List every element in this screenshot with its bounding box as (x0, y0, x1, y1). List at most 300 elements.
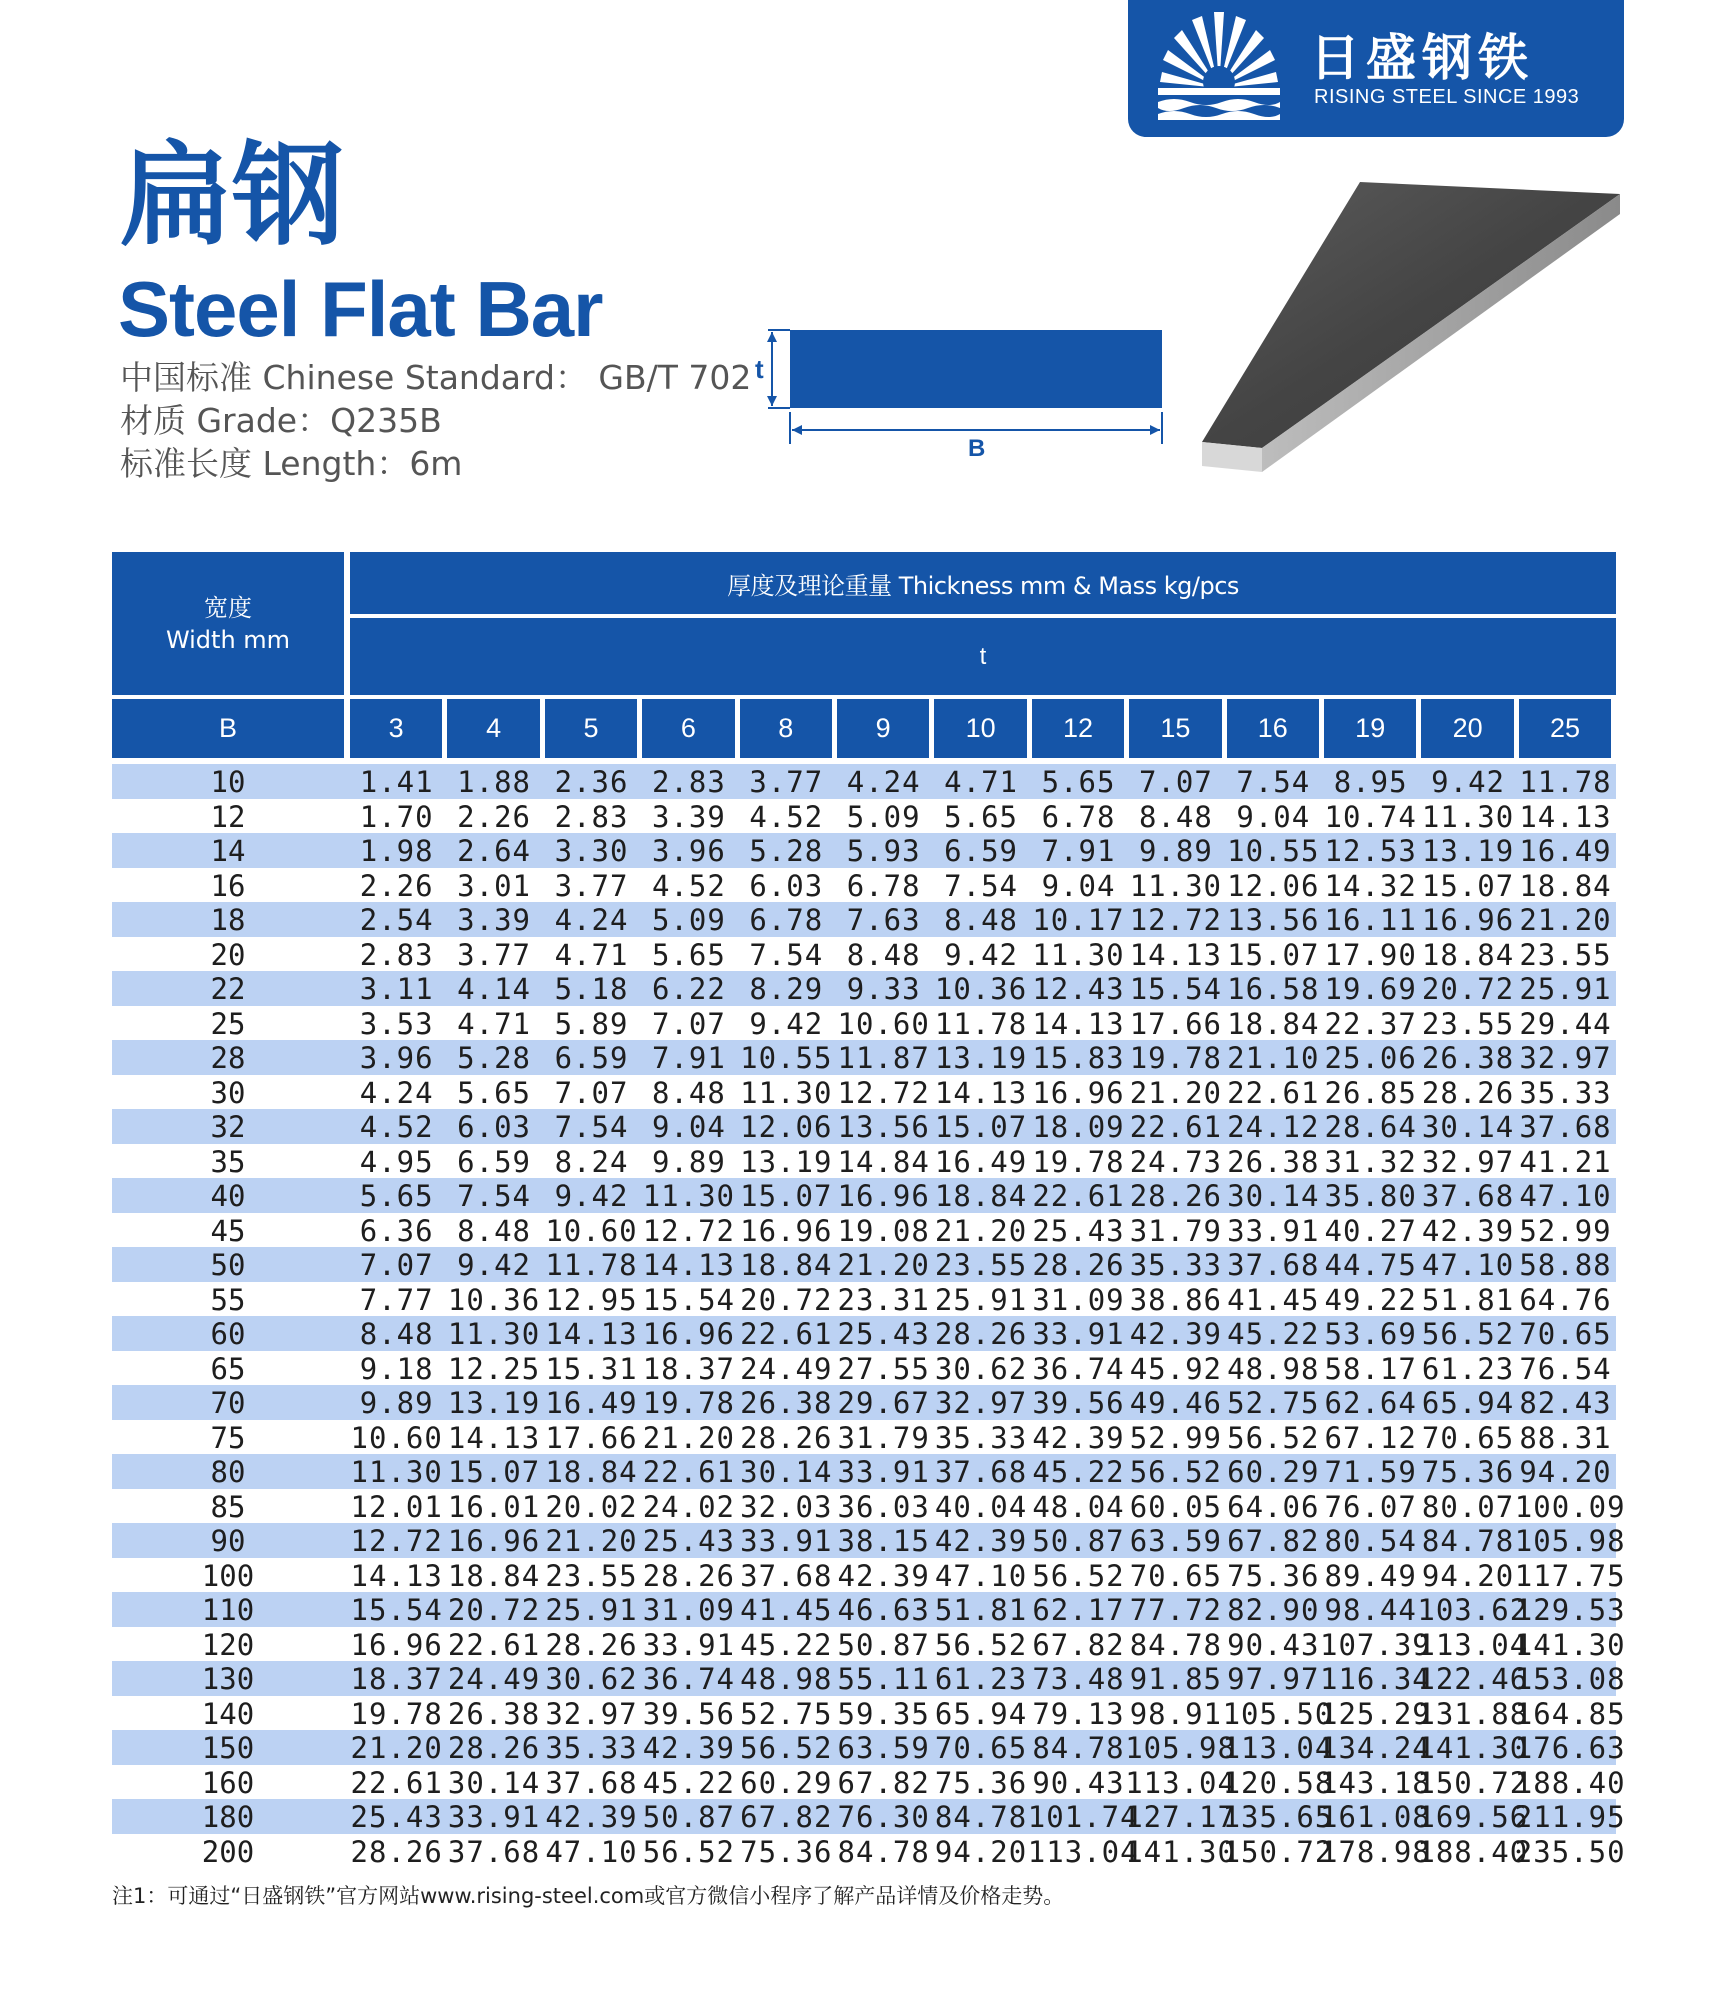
table-row (112, 1730, 1626, 1765)
mass-cell: 141.30 (1125, 1834, 1236, 1869)
mass-cell: 4.14 (457, 972, 531, 1006)
spec-length: 标准长度 Length：6m (120, 444, 463, 483)
mass-cell: 141.30 (1417, 1731, 1529, 1765)
mass-cell: 35.80 (1324, 1179, 1417, 1213)
mass-cell: 113.04 (1222, 1731, 1334, 1765)
mass-cell: 76.07 (1324, 1489, 1417, 1524)
mass-cell: 135.65 (1222, 1800, 1334, 1834)
table-row (112, 1523, 1626, 1558)
mass-cell: 14.13 (1519, 799, 1612, 834)
row-width-cell: 75 (210, 1420, 246, 1455)
mass-cell: 6.36 (359, 1213, 434, 1248)
mass-cell: 37.68 (1227, 1248, 1320, 1282)
table-row (112, 937, 1616, 972)
mass-cell: 14.13 (934, 1075, 1028, 1110)
column-header-thickness: 12 (1032, 699, 1124, 758)
mass-cell: 11.78 (545, 1248, 638, 1282)
mass-cell: 16.96 (642, 1317, 736, 1351)
mass-cell: 12.06 (740, 1110, 833, 1144)
table-row (112, 764, 1616, 799)
mass-cell: 14.13 (447, 1420, 541, 1455)
row-width-cell: 160 (201, 1765, 255, 1800)
mass-cell: 28.26 (1032, 1248, 1125, 1282)
mass-cell: 89.49 (1324, 1558, 1417, 1593)
mass-cell: 3.01 (457, 868, 531, 903)
mass-cell: 32.97 (1421, 1144, 1515, 1179)
mass-cell: 91.85 (1129, 1662, 1223, 1696)
mass-cell: 6.59 (457, 1144, 531, 1179)
mass-cell: 3.77 (457, 937, 531, 972)
mass-cell: 50.87 (642, 1800, 736, 1834)
mass-cell: 16.49 (934, 1144, 1028, 1179)
mass-cell: 11.78 (1519, 765, 1612, 799)
mass-cell: 25.91 (934, 1282, 1028, 1317)
mass-cell: 7.77 (359, 1282, 434, 1317)
column-header-thickness: 5 (545, 699, 637, 758)
mass-cell: 25.06 (1324, 1041, 1417, 1075)
row-width-cell: 22 (210, 972, 246, 1006)
column-header-thickness: 19 (1324, 699, 1416, 758)
mass-cell: 39.56 (1032, 1386, 1125, 1420)
mass-cell: 25.43 (350, 1800, 443, 1834)
mass-cell: 29.67 (837, 1386, 930, 1420)
mass-cell: 11.30 (350, 1455, 443, 1489)
table-row (112, 1282, 1616, 1317)
mass-cell: 161.08 (1320, 1800, 1431, 1834)
mass-cell: 36.03 (837, 1489, 930, 1524)
mass-cell: 13.19 (1421, 834, 1515, 868)
mass-cell: 41.21 (1519, 1144, 1612, 1179)
table-row (112, 1558, 1626, 1593)
mass-cell: 48.98 (1227, 1351, 1320, 1386)
row-width-cell: 14 (210, 834, 246, 868)
mass-cell: 26.85 (1324, 1075, 1417, 1110)
mass-cell: 8.48 (846, 937, 921, 972)
cross-section-rect (790, 330, 1162, 408)
row-width-cell: 12 (210, 799, 246, 834)
mass-cell: 24.49 (447, 1662, 541, 1696)
column-header-thickness: 6 (642, 699, 734, 758)
row-width-cell: 28 (210, 1041, 246, 1075)
mass-cell: 2.64 (457, 834, 531, 868)
mass-cell: 59.35 (837, 1696, 930, 1731)
mass-cell: 6.03 (749, 868, 824, 903)
mass-cell: 12.72 (837, 1075, 930, 1110)
mass-cell: 9.42 (944, 937, 1018, 972)
mass-cell: 15.54 (350, 1593, 443, 1627)
mass-cell: 64.76 (1519, 1282, 1612, 1317)
mass-cell: 56.52 (642, 1834, 736, 1869)
mass-cell: 120.58 (1222, 1765, 1334, 1800)
mass-cell: 10.17 (1032, 903, 1125, 937)
mass-cell: 12.06 (1227, 868, 1320, 903)
mass-cell: 25.43 (642, 1524, 736, 1558)
row-width-cell: 200 (201, 1834, 255, 1869)
mass-cell: 8.48 (457, 1213, 531, 1248)
mass-cell: 8.48 (944, 903, 1018, 937)
row-width-cell: 30 (210, 1075, 246, 1110)
mass-cell: 6.22 (651, 972, 726, 1006)
mass-cell: 19.78 (642, 1386, 736, 1420)
mass-cell: 15.54 (1129, 972, 1223, 1006)
mass-cell: 16.96 (350, 1627, 443, 1662)
mass-cell: 122.46 (1417, 1662, 1529, 1696)
mass-cell: 52.75 (1227, 1386, 1320, 1420)
column-header-thickness: 3 (350, 699, 442, 758)
row-width-cell: 60 (210, 1317, 246, 1351)
mass-cell: 8.24 (554, 1144, 629, 1179)
table-row (112, 1178, 1616, 1213)
mass-cell: 7.91 (1041, 834, 1116, 868)
mass-cell: 22.61 (350, 1765, 443, 1800)
table-row (112, 833, 1616, 868)
mass-cell: 35.33 (1519, 1075, 1612, 1110)
mass-cell: 62.17 (1032, 1593, 1125, 1627)
mass-cell: 8.48 (651, 1075, 726, 1110)
mass-cell: 7.91 (651, 1041, 726, 1075)
mass-cell: 32.97 (934, 1386, 1028, 1420)
mass-cell: 30.62 (545, 1662, 638, 1696)
mass-cell: 21.20 (1519, 903, 1612, 937)
mass-cell: 37.68 (447, 1834, 541, 1869)
mass-cell: 29.44 (1519, 1006, 1612, 1041)
mass-cell: 26.38 (1227, 1144, 1320, 1179)
table-row (112, 1351, 1616, 1386)
mass-cell: 9.04 (1236, 799, 1311, 834)
mass-cell: 55.11 (837, 1662, 930, 1696)
mass-cell: 44.75 (1324, 1248, 1417, 1282)
mass-cell: 80.54 (1324, 1524, 1417, 1558)
mass-cell: 25.43 (1032, 1213, 1125, 1248)
header-width-en: Width mm (165, 625, 291, 654)
mass-cell: 117.75 (1514, 1558, 1626, 1593)
spec-standard: 中国标准 Chinese Standard： GB/T 702 (120, 358, 752, 397)
mass-cell: 90.43 (1227, 1627, 1320, 1662)
mass-cell: 22.61 (642, 1455, 736, 1489)
mass-cell: 30.14 (447, 1765, 541, 1800)
mass-cell: 18.37 (642, 1351, 736, 1386)
mass-cell: 26.38 (1421, 1041, 1515, 1075)
row-width-cell: 150 (201, 1731, 255, 1765)
mass-cell: 98.91 (1129, 1696, 1223, 1731)
mass-cell: 5.28 (457, 1041, 531, 1075)
mass-cell: 20.72 (447, 1593, 541, 1627)
header-width (112, 552, 344, 695)
mass-cell: 58.17 (1324, 1351, 1417, 1386)
column-header-thickness: 20 (1421, 699, 1513, 758)
mass-cell: 169.56 (1417, 1800, 1529, 1834)
mass-cell: 24.02 (642, 1489, 736, 1524)
mass-cell: 10.60 (545, 1213, 638, 1248)
mass-cell: 53.69 (1324, 1317, 1417, 1351)
mass-cell: 9.18 (359, 1351, 434, 1386)
mass-cell: 51.81 (1421, 1282, 1515, 1317)
mass-cell: 36.74 (1032, 1351, 1125, 1386)
mass-cell: 21.20 (1129, 1075, 1223, 1110)
mass-cell: 94.20 (1421, 1558, 1515, 1593)
mass-cell: 2.83 (554, 799, 629, 834)
mass-cell: 131.88 (1417, 1696, 1529, 1731)
mass-cell: 31.09 (1032, 1282, 1125, 1317)
mass-cell: 14.84 (837, 1144, 930, 1179)
mass-cell: 6.59 (944, 834, 1018, 868)
mass-cell: 7.54 (749, 937, 824, 972)
mass-cell: 33.91 (1227, 1213, 1320, 1248)
mass-cell: 3.77 (554, 868, 629, 903)
mass-cell: 143.18 (1320, 1765, 1431, 1800)
mass-cell: 15.31 (545, 1351, 638, 1386)
mass-cell: 75.36 (740, 1834, 833, 1869)
mass-cell: 2.26 (457, 799, 531, 834)
mass-cell: 14.13 (1032, 1006, 1125, 1041)
mass-cell: 21.20 (934, 1213, 1028, 1248)
mass-cell: 35.33 (934, 1420, 1028, 1455)
mass-cell: 23.31 (837, 1282, 930, 1317)
mass-cell: 11.87 (837, 1041, 930, 1075)
mass-cell: 28.26 (545, 1627, 638, 1662)
table-row (112, 1040, 1616, 1075)
mass-cell: 1.98 (359, 834, 434, 868)
mass-cell: 75.36 (934, 1765, 1028, 1800)
mass-cell: 16.96 (740, 1213, 833, 1248)
mass-cell: 9.04 (651, 1110, 726, 1144)
mass-cell: 97.97 (1227, 1662, 1320, 1696)
column-header-thickness: 25 (1519, 699, 1611, 758)
table-row (112, 1696, 1626, 1731)
mass-cell: 235.50 (1514, 1834, 1626, 1869)
mass-cell: 2.36 (554, 765, 629, 799)
mass-cell: 3.96 (651, 834, 726, 868)
row-width-cell: 140 (201, 1696, 255, 1731)
mass-cell: 67.82 (1227, 1524, 1320, 1558)
mass-cell: 7.63 (846, 903, 921, 937)
mass-cell: 16.96 (1421, 903, 1515, 937)
mass-cell: 19.78 (1032, 1144, 1125, 1179)
mass-cell: 28.64 (1324, 1110, 1417, 1144)
mass-cell: 8.48 (359, 1317, 434, 1351)
row-width-cell: 16 (210, 868, 246, 903)
mass-cell: 7.07 (554, 1075, 629, 1110)
mass-cell: 6.78 (846, 868, 921, 903)
mass-cell: 28.26 (934, 1317, 1028, 1351)
mass-cell: 21.20 (642, 1420, 736, 1455)
mass-cell: 70.65 (934, 1731, 1028, 1765)
table-body (112, 764, 1626, 1869)
table-row (112, 1247, 1616, 1282)
mass-cell: 5.65 (359, 1179, 434, 1213)
mass-cell: 9.42 (749, 1006, 824, 1041)
mass-cell: 16.96 (1032, 1075, 1125, 1110)
row-width-cell: 65 (210, 1351, 246, 1386)
column-header-row (112, 699, 1616, 758)
row-width-cell: 20 (210, 937, 246, 972)
mass-cell: 39.56 (642, 1696, 736, 1731)
mass-cell: 32.03 (740, 1489, 833, 1524)
mass-cell: 3.30 (554, 834, 629, 868)
mass-cell: 90.43 (1032, 1765, 1125, 1800)
mass-cell: 41.45 (1227, 1282, 1320, 1317)
mass-cell: 12.72 (350, 1524, 443, 1558)
mass-cell: 9.04 (1041, 868, 1116, 903)
mass-cell: 84.78 (1129, 1627, 1223, 1662)
mass-cell: 22.61 (740, 1317, 833, 1351)
mass-cell: 14.13 (1129, 937, 1223, 972)
mass-cell: 38.86 (1129, 1282, 1223, 1317)
mass-cell: 11.30 (1032, 937, 1125, 972)
mass-cell: 49.22 (1324, 1282, 1417, 1317)
mass-cell: 63.59 (837, 1731, 930, 1765)
table-row (112, 971, 1616, 1006)
mass-cell: 28.26 (1129, 1179, 1223, 1213)
mass-cell: 56.52 (1227, 1420, 1320, 1455)
mass-cell: 33.91 (740, 1524, 833, 1558)
mass-cell: 164.85 (1514, 1696, 1626, 1731)
mass-cell: 4.24 (359, 1075, 434, 1110)
mass-cell: 28.26 (447, 1731, 541, 1765)
mass-cell: 11.30 (740, 1075, 833, 1110)
row-width-cell: 18 (210, 903, 246, 937)
mass-cell: 31.79 (837, 1420, 930, 1455)
mass-cell: 51.81 (934, 1593, 1028, 1627)
mass-cell: 75.36 (1227, 1558, 1320, 1593)
mass-cell: 16.11 (1324, 903, 1417, 937)
mass-cell: 23.55 (1519, 937, 1612, 972)
table-row (112, 1834, 1626, 1869)
mass-cell: 40.04 (934, 1489, 1028, 1524)
mass-cell: 4.71 (554, 937, 629, 972)
mass-cell: 28.26 (350, 1834, 443, 1869)
mass-cell: 25.91 (1519, 972, 1612, 1006)
mass-cell: 9.89 (651, 1144, 726, 1179)
mass-cell: 23.55 (545, 1558, 638, 1593)
brand-name-cn: 日盛钢铁 (1310, 29, 1534, 87)
row-width-cell: 50 (210, 1248, 246, 1282)
mass-cell: 37.68 (740, 1558, 833, 1593)
mass-cell: 94.20 (1519, 1455, 1612, 1489)
mass-cell: 125.29 (1320, 1696, 1431, 1731)
mass-cell: 18.37 (350, 1662, 443, 1696)
mass-cell: 61.23 (1421, 1351, 1515, 1386)
mass-cell: 27.55 (837, 1351, 930, 1386)
row-width-cell: 40 (210, 1179, 246, 1213)
mass-cell: 24.49 (740, 1351, 833, 1386)
mass-cell: 71.59 (1324, 1455, 1417, 1489)
mass-cell: 3.53 (359, 1006, 434, 1041)
mass-cell: 64.06 (1227, 1489, 1320, 1524)
mass-cell: 23.55 (1421, 1006, 1515, 1041)
mass-cell: 26.38 (740, 1386, 833, 1420)
mass-cell: 35.33 (545, 1731, 638, 1765)
mass-cell: 14.13 (545, 1317, 638, 1351)
mass-cell: 153.08 (1514, 1662, 1626, 1696)
mass-cell: 4.52 (749, 799, 824, 834)
row-width-cell: 10 (210, 765, 246, 799)
mass-cell: 16.01 (447, 1489, 541, 1524)
mass-cell: 56.52 (1129, 1455, 1223, 1489)
mass-cell: 33.91 (837, 1455, 930, 1489)
mass-cell: 188.40 (1417, 1834, 1529, 1869)
row-width-cell: 120 (201, 1627, 255, 1662)
row-width-cell: 25 (210, 1006, 246, 1041)
mass-cell: 46.63 (837, 1593, 930, 1627)
header-width-cn: 宽度 (204, 593, 252, 622)
mass-cell: 84.78 (837, 1834, 930, 1869)
mass-cell: 17.90 (1324, 937, 1417, 972)
mass-cell: 9.42 (1431, 765, 1505, 799)
mass-cell: 13.56 (1227, 903, 1320, 937)
mass-cell: 48.04 (1032, 1489, 1125, 1524)
mass-cell: 21.20 (837, 1248, 930, 1282)
mass-cell: 100.09 (1514, 1489, 1626, 1524)
mass-cell: 56.52 (1032, 1558, 1125, 1593)
mass-cell: 10.36 (447, 1282, 541, 1317)
mass-cell: 5.65 (651, 937, 726, 972)
table-row (112, 799, 1616, 834)
header-t: t (350, 618, 1616, 695)
mass-cell: 31.09 (642, 1593, 736, 1627)
row-width-cell: 80 (210, 1455, 246, 1489)
mass-cell: 103.62 (1417, 1593, 1529, 1627)
mass-cell: 26.38 (447, 1696, 541, 1731)
mass-cell: 33.91 (447, 1800, 541, 1834)
table-row (112, 1661, 1626, 1696)
mass-cell: 21.20 (350, 1731, 443, 1765)
mass-cell: 2.54 (359, 903, 434, 937)
mass-cell: 56.52 (740, 1731, 833, 1765)
header-thickness-mass: 厚度及理论重量 Thickness mm & Mass kg/pcs (350, 552, 1616, 614)
mass-cell: 56.52 (934, 1627, 1028, 1662)
mass-cell: 134.24 (1320, 1731, 1431, 1765)
mass-cell: 11.78 (934, 1006, 1028, 1041)
mass-cell: 5.89 (554, 1006, 629, 1041)
mass-cell: 17.66 (1129, 1006, 1223, 1041)
mass-cell: 13.19 (934, 1041, 1028, 1075)
mass-cell: 67.82 (1032, 1627, 1125, 1662)
mass-cell: 1.88 (457, 765, 531, 799)
mass-cell: 28.26 (740, 1420, 833, 1455)
mass-cell: 25.43 (837, 1317, 930, 1351)
mass-cell: 129.53 (1514, 1593, 1626, 1627)
mass-cell: 75.36 (1421, 1455, 1515, 1489)
mass-cell: 9.42 (554, 1179, 629, 1213)
row-width-cell: 180 (201, 1800, 255, 1834)
mass-cell: 47.10 (1421, 1248, 1515, 1282)
mass-cell: 15.07 (447, 1455, 541, 1489)
mass-cell: 84.78 (934, 1800, 1028, 1834)
mass-cell: 18.84 (447, 1558, 541, 1593)
mass-cell: 37.68 (934, 1455, 1028, 1489)
mass-cell: 13.56 (837, 1110, 930, 1144)
mass-cell: 10.55 (1227, 834, 1320, 868)
mass-cell: 25.91 (545, 1593, 638, 1627)
mass-cell: 24.73 (1129, 1144, 1223, 1179)
mass-cell: 18.84 (545, 1455, 638, 1489)
mass-cell: 5.28 (749, 834, 824, 868)
mass-cell: 42.39 (1032, 1420, 1125, 1455)
table-row (112, 1006, 1616, 1041)
mass-cell: 18.09 (1032, 1110, 1125, 1144)
column-header-thickness: 16 (1227, 699, 1319, 758)
table-row (112, 1489, 1626, 1524)
table-row (112, 1316, 1616, 1351)
row-width-cell: 90 (210, 1524, 246, 1558)
mass-cell: 33.91 (642, 1627, 736, 1662)
mass-cell: 4.52 (651, 868, 726, 903)
mass-cell: 60.29 (740, 1765, 833, 1800)
mass-cell: 50.87 (1032, 1524, 1125, 1558)
mass-cell: 5.65 (457, 1075, 531, 1110)
mass-cell: 4.95 (359, 1144, 434, 1179)
